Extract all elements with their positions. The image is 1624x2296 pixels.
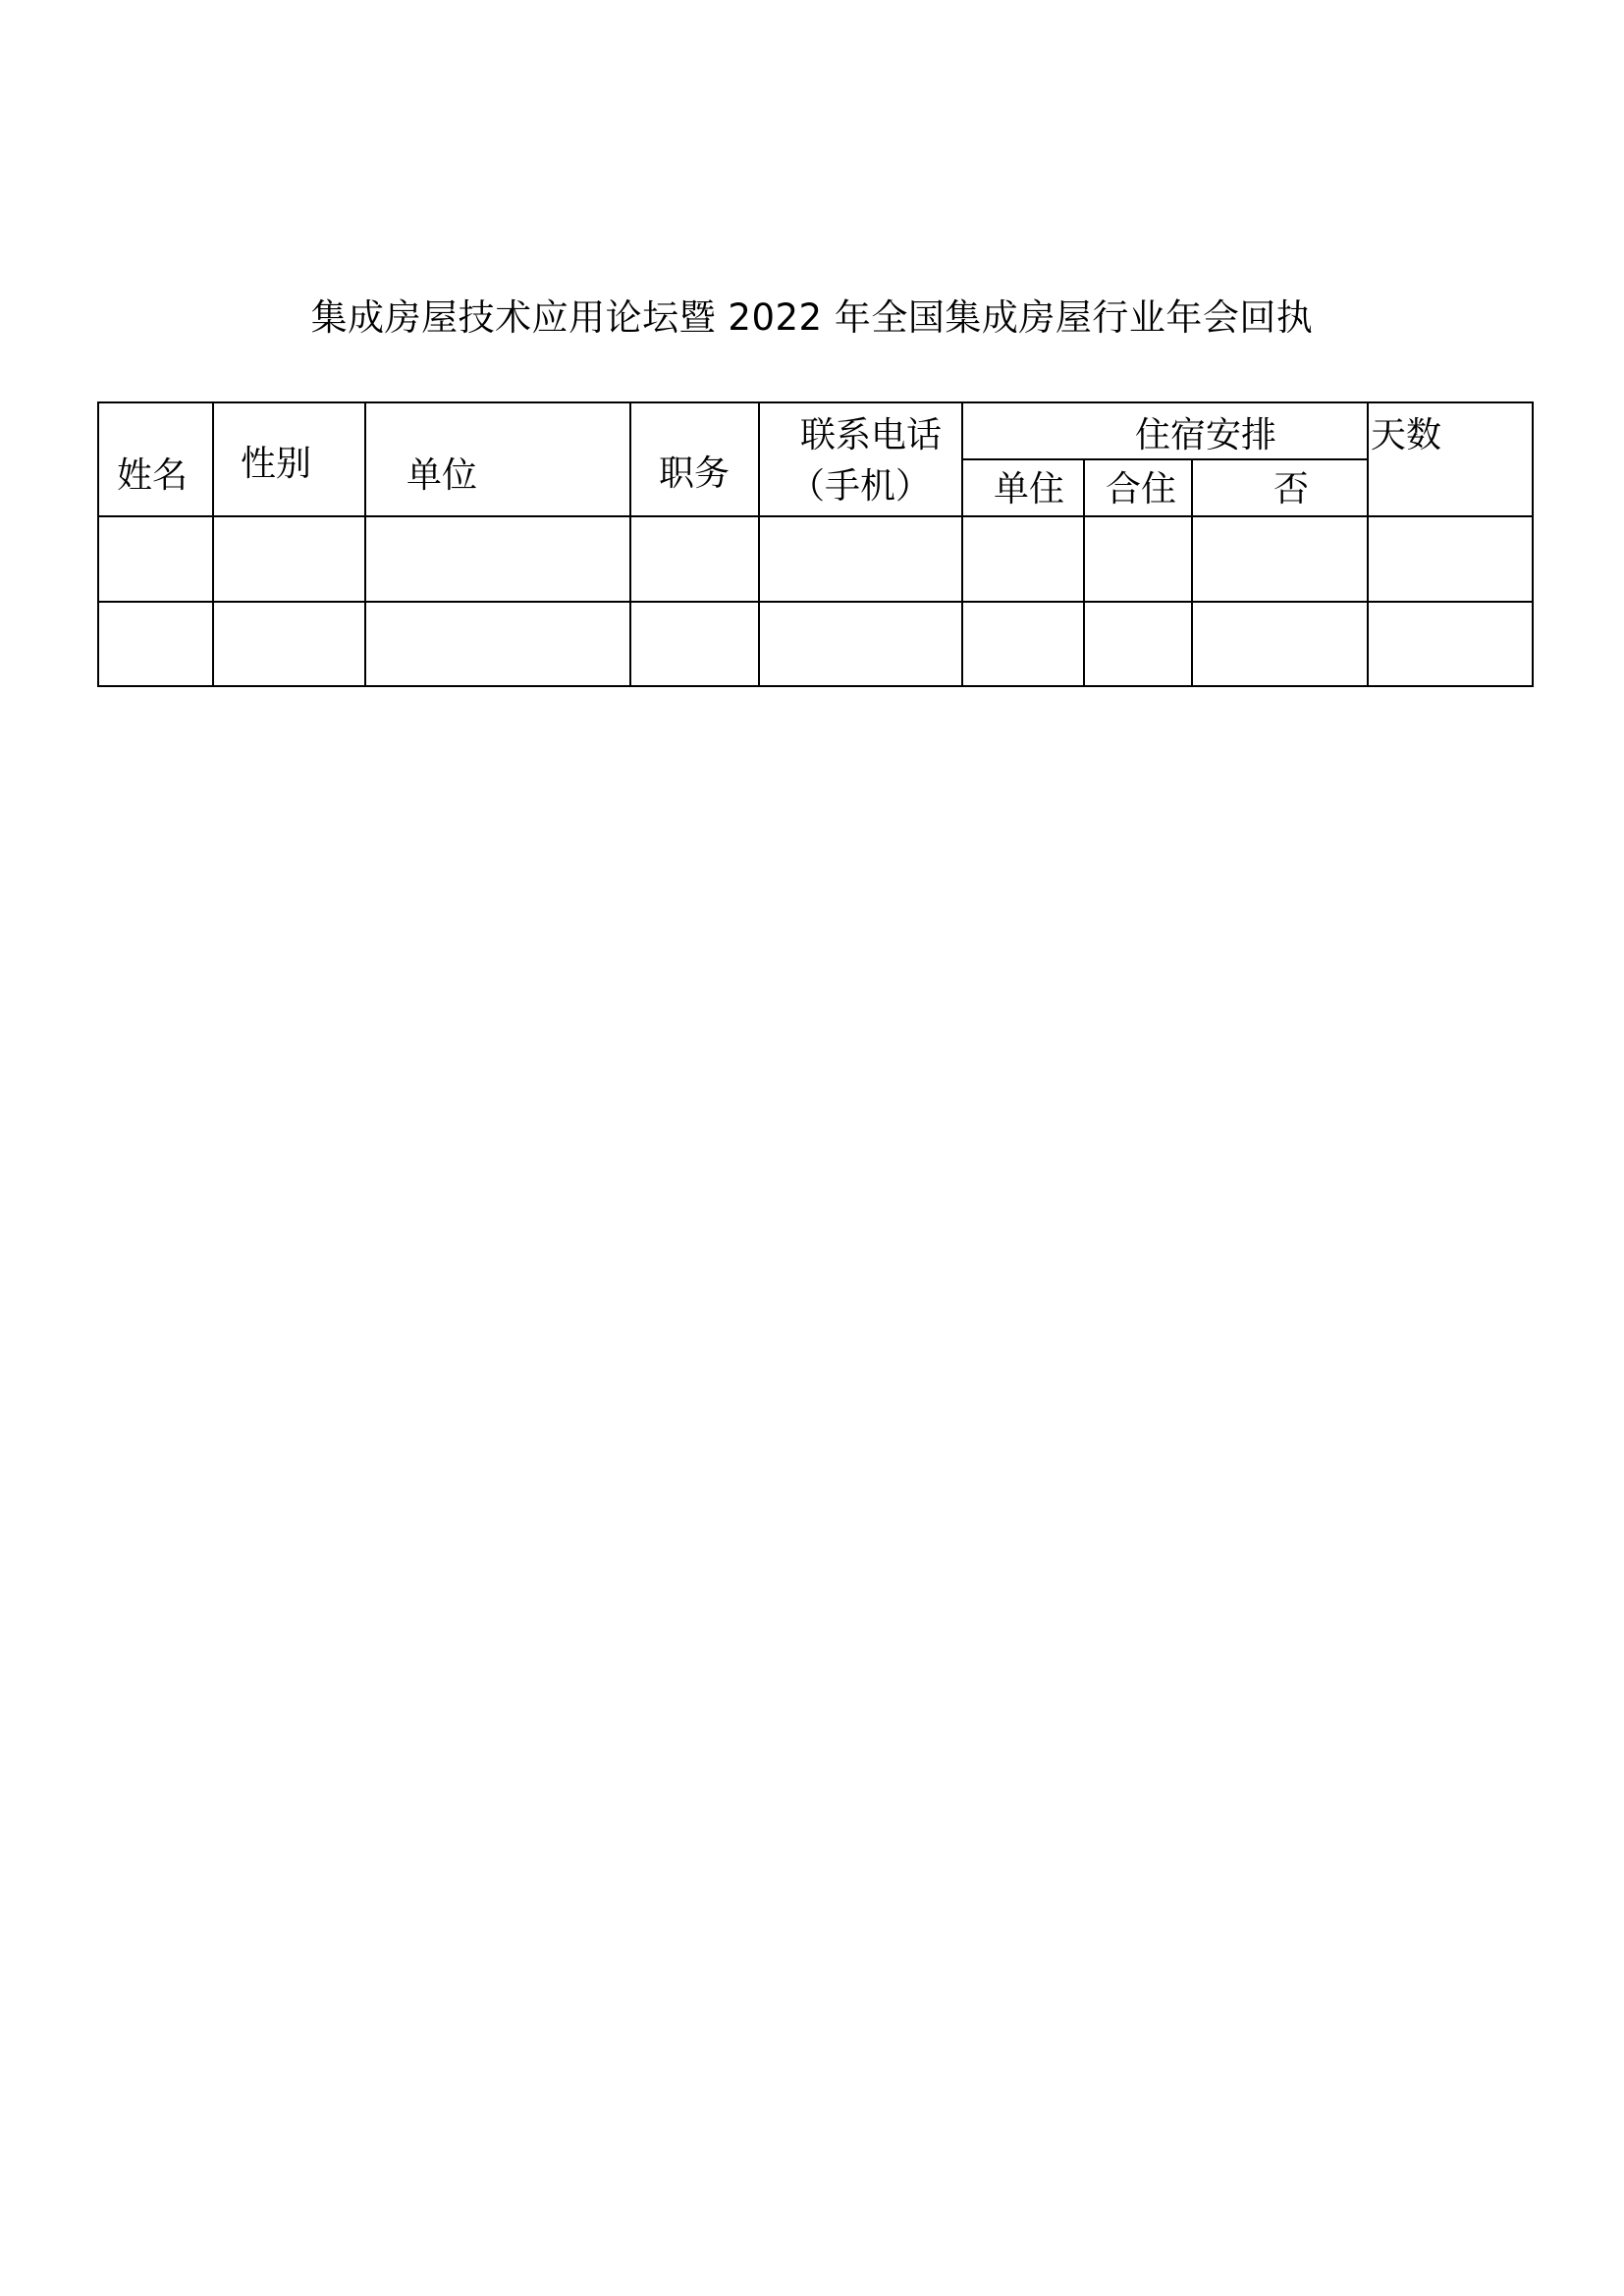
column-divider (629, 401, 631, 687)
column-divider (1083, 458, 1085, 687)
accommodation-divider (961, 458, 1367, 460)
column-divider (364, 401, 366, 687)
column-divider (1191, 458, 1193, 687)
header-gender: 性别 (241, 444, 312, 484)
table-border-bottom (97, 685, 1534, 687)
header-no-room: 否 (1273, 469, 1310, 509)
column-divider (758, 401, 760, 687)
row-divider (97, 601, 1534, 603)
form-title: 集成房屋技术应用论坛暨 2022 年全国集成房屋行业年会回执 (310, 296, 1314, 339)
column-divider (1367, 401, 1369, 687)
column-divider (961, 401, 963, 687)
header-name: 姓名 (117, 455, 189, 496)
header-phone: 联系电话 (800, 415, 943, 455)
registration-table (97, 401, 1534, 687)
table-border-right (1532, 401, 1534, 687)
table-border-left (97, 401, 99, 687)
header-single-room: 单住 (994, 469, 1065, 509)
header-organization: 单位 (406, 455, 478, 496)
column-divider (212, 401, 214, 687)
header-phone-mobile: （手机） (789, 466, 932, 507)
header-position: 职务 (659, 454, 731, 494)
header-bottom-border (97, 515, 1534, 517)
header-days: 天数 (1371, 415, 1442, 455)
header-accommodation: 住宿安排 (1135, 415, 1277, 455)
header-shared-room: 合住 (1106, 469, 1177, 509)
table-border-top (97, 401, 1534, 403)
